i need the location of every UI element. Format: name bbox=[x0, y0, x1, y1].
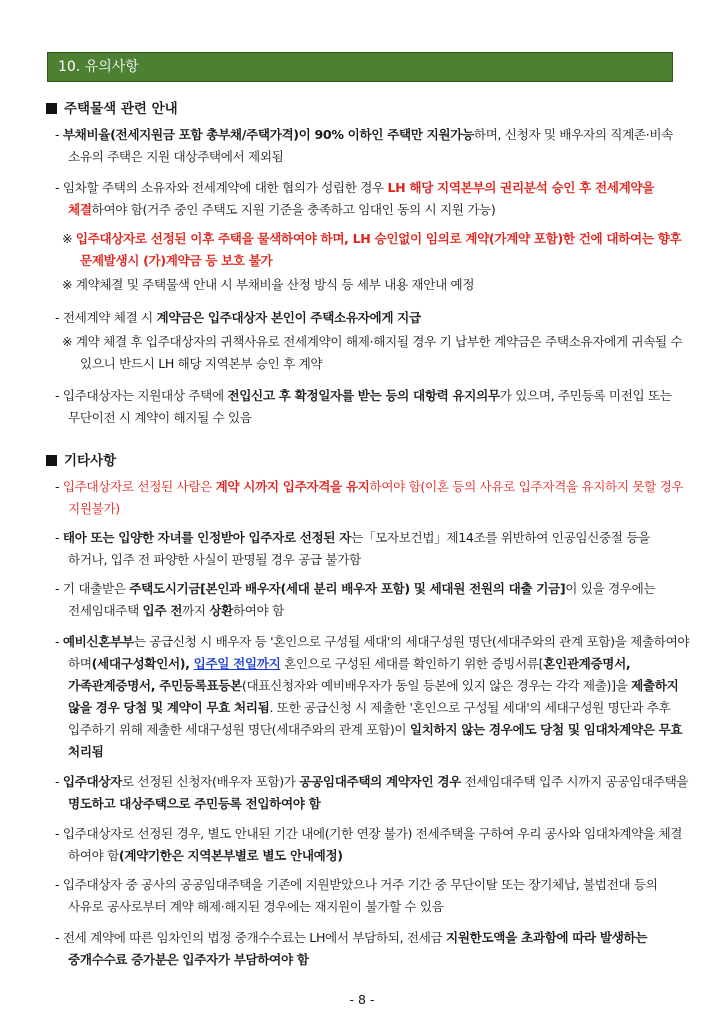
housing-heading-text: 주택물색 관련 안내 bbox=[64, 101, 178, 117]
housing-note bbox=[62, 274, 696, 296]
etc-item bbox=[55, 927, 691, 971]
item-text-segment: 계약금은 입주대상자 본인이 주택소유자에게 지급 bbox=[156, 310, 421, 325]
dash-bullet-icon: - bbox=[55, 388, 63, 403]
etc-item bbox=[55, 631, 691, 763]
dash-bullet-icon: - bbox=[55, 180, 63, 195]
etc-item bbox=[55, 527, 691, 571]
etc-item bbox=[55, 823, 691, 867]
dash-bullet-icon: - bbox=[55, 479, 63, 494]
etc-item bbox=[55, 771, 691, 815]
item-text-segment: 부채비율(전세지원금 포함 총부채/주택가격)이 90% 이하인 주택만 지원가능 bbox=[62, 127, 474, 142]
item-text-segment: 기 대출받은 bbox=[62, 581, 130, 596]
square-bullet-icon bbox=[46, 103, 57, 114]
item-text-segment: (세대구성확인서), bbox=[91, 656, 194, 671]
housing-note bbox=[62, 228, 696, 272]
item-text-segment: 가 있으며, 주민등록 미전입 또는 무단이전 시 계약이 해지될 수 있음 bbox=[68, 388, 672, 425]
item-text-segment: (계약기한은 지역본부별로 별도 안내예정) bbox=[118, 848, 343, 863]
item-text-segment: 입주일 전일까지 bbox=[193, 656, 281, 671]
housing-item bbox=[55, 177, 691, 221]
section-title-bar bbox=[47, 52, 673, 82]
item-text-segment: 입주대상자로 선정된 경우, 별도 안내된 기간 내에(기한 연장 불가) 전세주택을 구하여 우리 공사와 임대차계약을 체결 하여야 함 bbox=[62, 826, 683, 863]
housing-subheading bbox=[46, 97, 178, 117]
item-text-segment: (대표신청자와 예비배우자가 동일 등본에 있지 않은 경우는 각각 제출)]을 bbox=[241, 678, 632, 693]
item-text-segment: 하여야 함(거주 중인 주택도 지원 기준을 충족하고 임대인 동의 시 지원 가능) bbox=[91, 202, 496, 217]
item-text-segment: 상환 bbox=[209, 603, 233, 618]
square-bullet-icon bbox=[46, 455, 57, 466]
item-text-segment: 입주 전 bbox=[142, 603, 183, 618]
item-text-segment: 전세임대주택 입주 시까지 공공임대주택을 bbox=[460, 774, 689, 789]
dash-bullet-icon: - bbox=[55, 774, 63, 789]
item-text-segment: 계약 시까지 입주자격을 유지 bbox=[215, 479, 370, 494]
item-text-segment: 주택도시기금[본인과 배우자(세대 분리 배우자 포함) 및 세대원 전원의 대출 기금] bbox=[129, 581, 566, 596]
item-text-segment: 혼인관계증명서, 가족관계증명서, 주민등록표등본 bbox=[68, 656, 631, 693]
dash-bullet-icon: - bbox=[55, 530, 63, 545]
item-text-segment: LH 해당 지역본부의 권리분석 승인 후 전세계약을 체결 bbox=[68, 180, 655, 217]
item-text-segment: 이 있을 경우에는 전세임대주택 bbox=[68, 581, 656, 618]
housing-note bbox=[62, 331, 696, 375]
item-text-segment: 공공임대주택의 계약자인 경우 bbox=[299, 774, 461, 789]
item-text-segment: 전세계약 체결 시 bbox=[62, 310, 157, 325]
item-text-segment: 하여야 함 bbox=[232, 603, 284, 618]
item-text-segment: 하여야 함(이혼 등의 사유로 입주자격을 유지하지 못할 경우 지원불가) bbox=[68, 479, 684, 516]
item-text-segment: 전세 계약에 따른 임차인의 법정 중개수수료는 LH에서 부담하되, 전세금 bbox=[62, 930, 447, 945]
etc-item bbox=[55, 874, 691, 918]
dash-bullet-icon: - bbox=[55, 930, 63, 945]
dash-bullet-icon: - bbox=[55, 127, 63, 142]
item-text-segment: 까지 bbox=[182, 603, 210, 618]
housing-item bbox=[55, 385, 691, 429]
item-text-segment: 혼인으로 구성된 세대를 확인하기 위한 증빙서류[ bbox=[280, 656, 544, 671]
item-text-segment: 입주대상자는 지원대상 주택에 bbox=[62, 388, 228, 403]
item-text-segment: 는「모자보건법」제14조를 위반하여 인공임신중절 등을 하거나, 입주 전 파양한 사실이 판명될 경우 공급 불가함 bbox=[68, 530, 650, 567]
item-text-segment: 입주대상자로 선정된 이후 주택을 물색하여야 하며, LH 승인없이 임의로 계약(가계약 포함)한 건에 대하여는 향후 문제발생시 (가)계약금 등 보호 불가 bbox=[75, 231, 682, 268]
etc-subheading bbox=[46, 449, 116, 469]
item-text-segment: 계약체결 및 주택물색 안내 시 부채비율 산정 방식 등 세부 내용 재안내 예정 bbox=[75, 277, 475, 292]
item-text-segment: 제출하지 않을 경우 당첨 및 계약이 무효 처리됨 bbox=[68, 678, 679, 715]
item-text-segment: 입주대상자로 선정된 사람은 bbox=[62, 479, 216, 494]
item-text-segment: 로 선정된 신청자(배우자 포함)가 bbox=[121, 774, 300, 789]
page-number: - 8 - bbox=[349, 992, 375, 1007]
item-text-segment: 하며, 신청자 및 배우자의 직계존·비속 소유의 주택은 지원 대상주택에서 제외됨 bbox=[68, 127, 674, 164]
item-text-segment: 지원한도액을 초과함에 따라 발생하는 중개수수료 증가분은 입주자가 부담하여야 함 bbox=[68, 930, 648, 967]
item-text-segment: 계약 체결 후 입주대상자의 귀책사유로 전세계약이 해제·해지될 경우 기 납부한 계약금은 주택소유자에게 귀속될 수 있으니 반드시 LH 해당 지역본부 승인 후 계약 bbox=[75, 334, 683, 371]
item-text-segment: 전입신고 후 확정일자를 받는 등의 대항력 유지의무 bbox=[227, 388, 500, 403]
dash-bullet-icon: - bbox=[55, 634, 63, 649]
item-text-segment: 임차할 주택의 소유자와 전세계약에 대한 협의가 성립한 경우 bbox=[62, 180, 388, 195]
section-title: 10. 유의사항 bbox=[58, 59, 139, 75]
item-text-segment: 예비신혼부부 bbox=[62, 634, 134, 649]
etc-item bbox=[55, 476, 691, 520]
item-text-segment: 명도하고 대상주택으로 주민등록 전입하여야 함 bbox=[68, 796, 321, 811]
etc-item bbox=[55, 578, 691, 622]
note-mark-icon: ※ bbox=[62, 277, 76, 292]
etc-heading-text: 기타사항 bbox=[64, 453, 117, 469]
item-text-segment: 태아 또는 입양한 자녀를 인정받아 입주자로 선정된 자 bbox=[62, 530, 352, 545]
item-text-segment: 는 공급신청 시 배우자 등 '혼인으로 구성될 세대'의 세대구성원 명단(세대주와의 관계 포함)을 제출하여야 하며 bbox=[68, 634, 690, 671]
dash-bullet-icon: - bbox=[55, 581, 63, 596]
item-text-segment: 입주대상자 중 공사의 공공임대주택을 기존에 지원받았으나 거주 기간 중 무단이탈 또는 장기체납, 불법전대 등의 사유로 공사로부터 계약 해제·해지된 경우에는 재지원이 불가할 수 있음 bbox=[62, 877, 658, 914]
dash-bullet-icon: - bbox=[55, 826, 63, 841]
item-text-segment: 입주대상자 bbox=[62, 774, 122, 789]
note-mark-icon: ※ bbox=[62, 334, 76, 349]
housing-item bbox=[55, 124, 691, 168]
item-text-segment: 일치하지 않는 경우에도 당첨 및 임대차계약은 무효 처리됨 bbox=[68, 722, 683, 759]
dash-bullet-icon: - bbox=[55, 310, 63, 325]
note-mark-icon: ※ bbox=[62, 231, 76, 246]
housing-item bbox=[55, 307, 691, 329]
item-text-segment: . 또한 공급신청 시 제출한 '혼인으로 구성될 세대'의 세대구성원 명단과 추후 입주하기 위해 제출한 세대구성원 명단(세대주와의 관계 포함)이 bbox=[68, 700, 671, 737]
dash-bullet-icon: - bbox=[55, 877, 63, 892]
